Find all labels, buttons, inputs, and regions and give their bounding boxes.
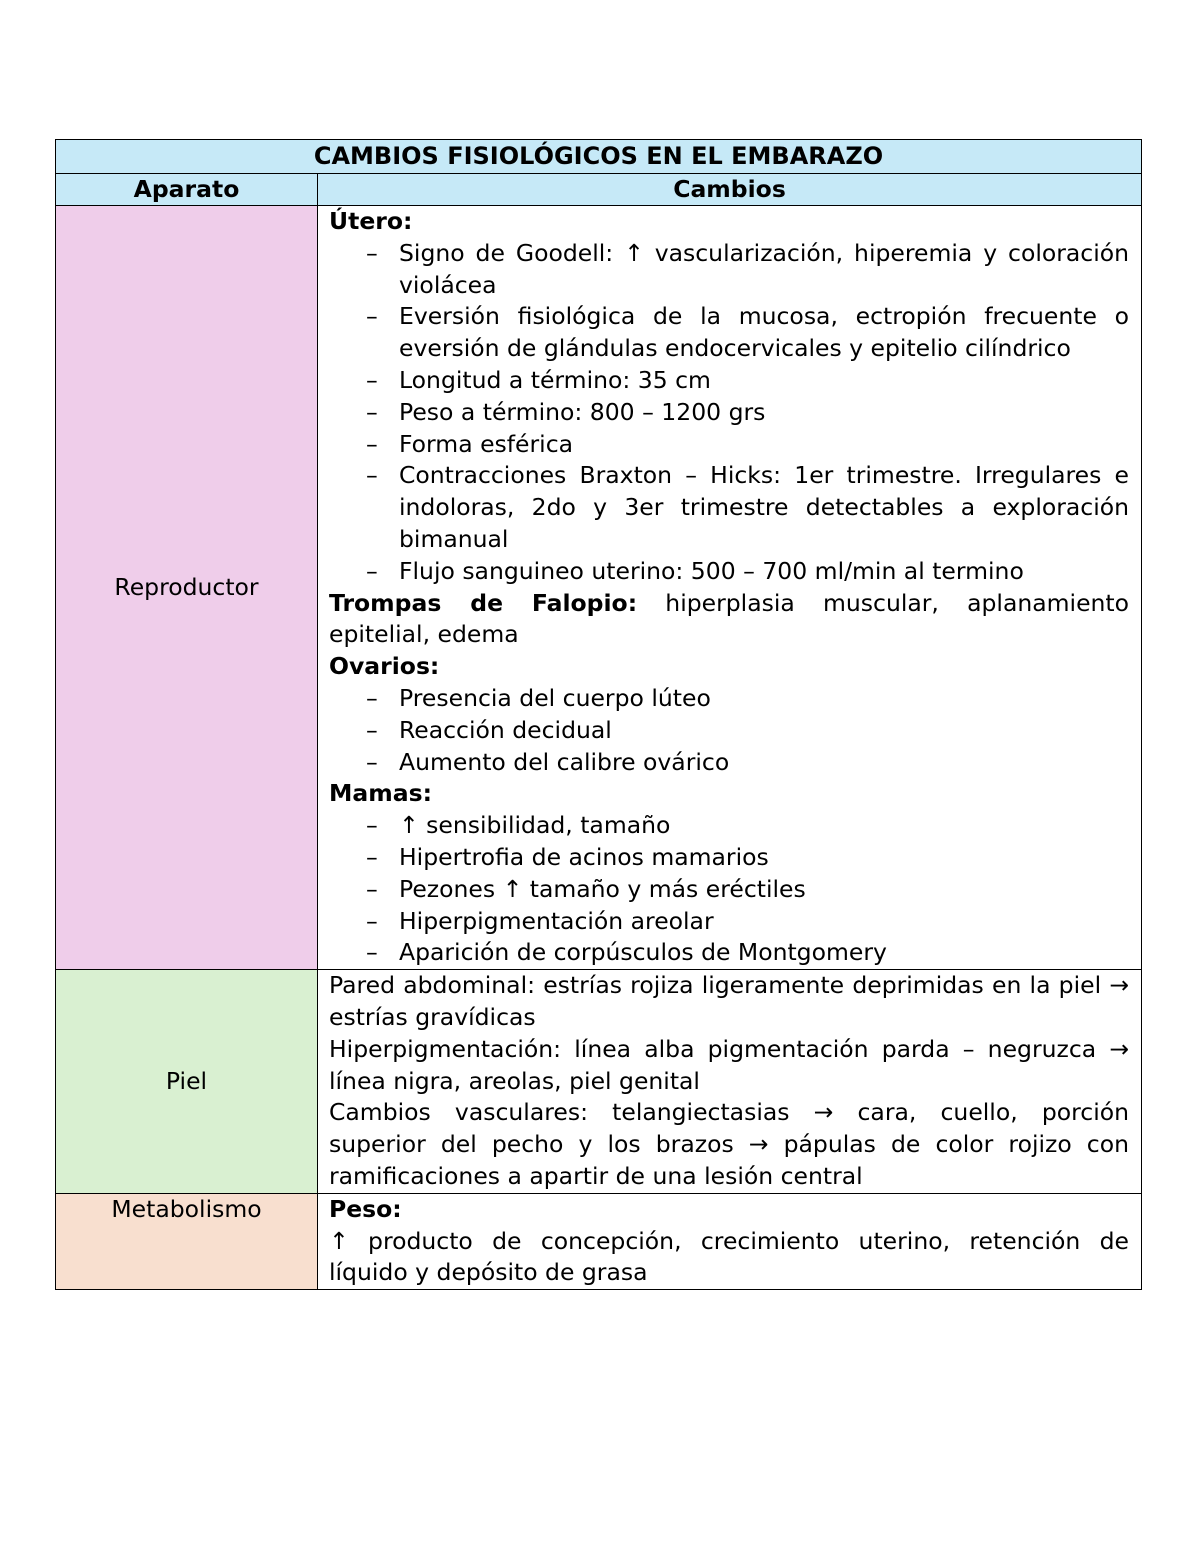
cambios-reproductor	[318, 206, 1142, 970]
list-item: – Signo de Goodell: ↑ vascularización, hiperemia y coloración violácea	[399, 238, 1129, 302]
utero-list	[329, 238, 1129, 588]
list-item: – Forma esférica	[399, 429, 1129, 461]
list-item: – Contracciones Braxton – Hicks: 1er trimestre. Irregulares e indoloras, 2do y 3er trimestre detectables a exploración bimanual	[399, 460, 1129, 555]
header-aparato: Aparato	[56, 174, 318, 206]
piel-paragraph: Cambios vasculares: telangiectasias → cara, cuello, porción superior del pecho y los brazos → pápulas de color rojizo con ramificaciones a apartir de una lesión central	[329, 1098, 1130, 1190]
table-title: CAMBIOS FISIOLÓGICOS EN EL EMBARAZO	[56, 140, 1142, 174]
list-item: – Longitud a término: 35 cm	[399, 365, 1129, 397]
list-item: – Aumento del calibre ovárico	[399, 747, 1129, 779]
table-row-metabolismo	[56, 1193, 1142, 1289]
peso-text: ↑ producto de concepción, crecimiento uterino, retención de líquido y depósito de grasa	[329, 1226, 1130, 1287]
piel-paragraph: Hiperpigmentación: línea alba pigmentación parda – negruzca → línea nigra, areolas, piel genital	[329, 1034, 1130, 1095]
ovarios-list	[329, 683, 1129, 778]
peso-title: Peso:	[329, 1194, 402, 1223]
mamas-title: Mamas:	[329, 779, 432, 808]
list-item: – Pezones ↑ tamaño y más eréctiles	[399, 874, 1129, 906]
trompas-title: Trompas de Falopio:	[329, 588, 638, 617]
list-item: – Eversión fisiológica de la mucosa, ectropión frecuente o eversión de glándulas endocervicales y epitelio cilíndrico	[399, 301, 1129, 365]
list-item: – Hipertrofia de acinos mamarios	[399, 842, 1129, 874]
table-header-row	[56, 174, 1142, 206]
list-item: – Peso a término: 800 – 1200 grs	[399, 397, 1129, 429]
aparato-metabolismo: Metabolismo	[56, 1193, 318, 1289]
aparato-piel: Piel	[56, 970, 318, 1194]
list-item: – Flujo sanguineo uterino: 500 – 700 ml/min al termino	[399, 556, 1129, 588]
cambios-metabolismo	[318, 1193, 1142, 1289]
header-cambios: Cambios	[318, 174, 1142, 206]
list-item: – ↑ sensibilidad, tamaño	[399, 810, 1129, 842]
cambios-piel	[318, 970, 1142, 1194]
utero-title: Útero:	[329, 207, 413, 235]
table-title-row	[56, 140, 1142, 174]
ovarios-title: Ovarios:	[329, 652, 440, 681]
list-item: – Reacción decidual	[399, 715, 1129, 747]
aparato-reproductor: Reproductor	[56, 206, 318, 970]
trompas-text: hiperplasia muscular, aplanamiento epitelial, edema	[329, 588, 1130, 649]
list-item: – Hiperpigmentación areolar	[399, 906, 1129, 938]
list-item: – Presencia del cuerpo lúteo	[399, 683, 1129, 715]
table-row-reproductor	[56, 206, 1142, 970]
table-row-piel	[56, 970, 1142, 1194]
mamas-list	[329, 810, 1129, 969]
trompas-paragraph	[329, 588, 1129, 652]
piel-paragraph: Pared abdominal: estrías rojiza ligeramente deprimidas en la piel → estrías gravídicas	[329, 971, 1130, 1031]
list-item: – Aparición de corpúsculos de Montgomery	[399, 937, 1129, 969]
physiological-changes-table	[55, 139, 1142, 1290]
